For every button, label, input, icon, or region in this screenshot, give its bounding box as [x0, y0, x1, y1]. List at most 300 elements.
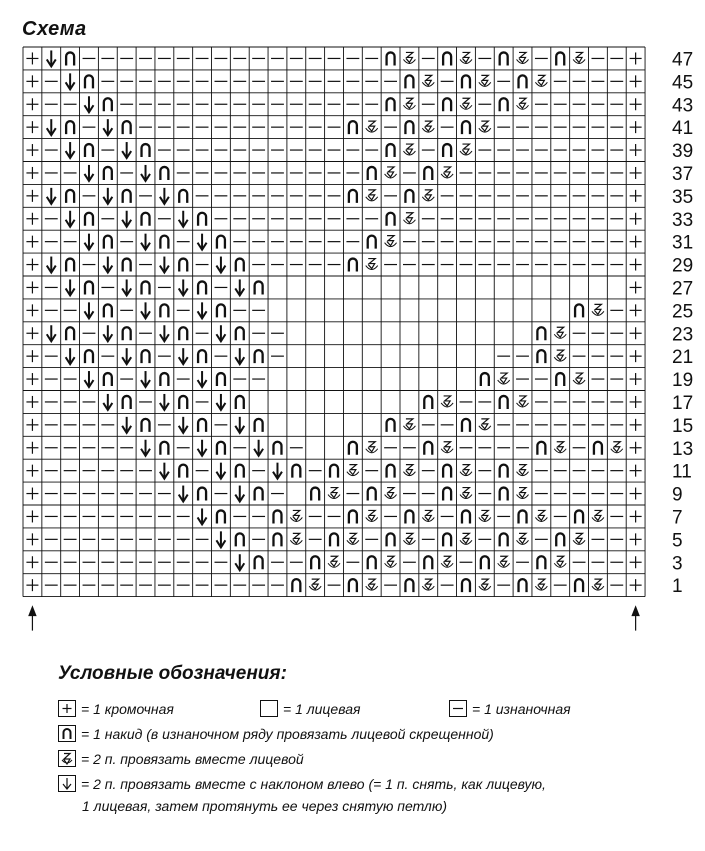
yarn-over-cell — [104, 236, 112, 249]
edge-stitch-cell — [26, 213, 38, 225]
yarn-over-cell — [462, 121, 470, 134]
yarn-over-cell — [273, 442, 281, 455]
edge-stitch-cell — [26, 167, 38, 179]
ssk-arrow-cell — [122, 279, 131, 295]
edge-stitch-cell — [630, 350, 642, 362]
yarn-over-cell — [462, 75, 470, 88]
row-number-label: 41 — [672, 118, 694, 140]
ssk-arrow-cell — [47, 188, 56, 204]
k2tog-cell — [479, 121, 491, 132]
k2tog-cell — [403, 98, 415, 109]
yarn-over-cell — [66, 327, 74, 340]
k2tog-cell — [441, 556, 453, 567]
ssk-arrow-cell — [47, 325, 56, 341]
row-number-label: 31 — [672, 232, 694, 254]
row-number-label: 25 — [672, 301, 694, 323]
yarn-over-cell — [575, 510, 583, 523]
ssk-arrow-cell — [141, 440, 150, 456]
yarn-over-cell — [142, 350, 150, 363]
yarn-over-cell — [443, 465, 451, 478]
k2tog-cell — [422, 121, 434, 132]
ssk-arrow-cell — [141, 371, 150, 387]
k2tog-cell — [517, 533, 529, 544]
yarn-over-cell — [349, 442, 357, 455]
edge-stitch-cell — [630, 465, 642, 477]
yarn-over-cell — [462, 579, 470, 592]
edge-stitch-cell — [630, 373, 642, 385]
edge-stitch-cell — [26, 373, 38, 385]
yarn-over-cell — [292, 465, 300, 478]
edge-stitch-cell — [630, 213, 642, 225]
edge-stitch-cell — [26, 465, 38, 477]
edge-stitch-cell — [26, 259, 38, 271]
k2tog-cell — [479, 510, 491, 521]
ssk-arrow-cell — [122, 348, 131, 364]
ssk-arrow-cell — [66, 211, 75, 227]
edge-stitch-cell — [26, 121, 38, 133]
row-number-label: 15 — [672, 415, 694, 437]
yarn-over-cell — [198, 213, 206, 226]
k2tog-cell — [441, 167, 453, 178]
ssk-arrow-cell — [198, 234, 207, 250]
yarn-over-cell — [500, 52, 508, 65]
yarn-over-cell — [537, 350, 545, 363]
yarn-over-cell — [236, 327, 244, 340]
knit-stitch-icon — [260, 700, 278, 717]
ssk-arrow-cell — [216, 531, 225, 547]
yarn-over-cell — [405, 121, 413, 134]
yarn-over-cell — [198, 488, 206, 501]
k2tog-cell — [385, 236, 397, 247]
yarn-over-cell — [236, 396, 244, 409]
edge-stitch-cell — [630, 304, 642, 316]
edge-stitch-cell — [630, 98, 642, 110]
yarn-over-cell — [387, 98, 395, 111]
ssk-arrow-cell — [66, 73, 75, 89]
edge-stitch-cell — [26, 396, 38, 408]
k2tog-cell — [385, 488, 397, 499]
yarn-over-cell — [500, 396, 508, 409]
k2tog-cell — [554, 556, 566, 567]
ssk-arrow-cell — [216, 257, 225, 273]
yarn-over-cell — [104, 167, 112, 180]
yarn-over-cell — [85, 75, 93, 88]
yarn-over-cell — [424, 556, 432, 569]
ssk-arrow-cell — [216, 325, 225, 341]
k2tog-cell — [517, 396, 529, 407]
row-number-label: 27 — [672, 278, 694, 300]
ssk-arrow-cell — [254, 440, 263, 456]
ssk-arrow-cell — [141, 302, 150, 318]
k2tog-cell — [573, 52, 585, 63]
yarn-over-cell — [405, 579, 413, 592]
edge-stitch-cell — [630, 556, 642, 568]
ssk-arrow-cell — [273, 463, 282, 479]
k2tog-cell — [460, 488, 472, 499]
edge-stitch-cell — [26, 442, 38, 454]
chart-title: Схема — [22, 18, 87, 40]
ssk-arrow-cell — [235, 417, 244, 433]
yarn-over-cell — [405, 190, 413, 203]
ssk-arrow-cell — [141, 165, 150, 181]
ssk-arrow-cell — [103, 325, 112, 341]
yarn-over-cell — [387, 52, 395, 65]
yarn-over-cell — [85, 213, 93, 226]
k2tog-cell — [403, 144, 415, 155]
k2tog-cell — [479, 419, 491, 430]
row-number-label: 37 — [672, 163, 694, 185]
yarn-over-cell — [160, 236, 168, 249]
ssk-arrow-cell — [84, 371, 93, 387]
ssk-arrow-cell — [160, 188, 169, 204]
yarn-over-cell — [349, 190, 357, 203]
k2tog-cell — [592, 579, 604, 590]
k2tog-cell — [517, 488, 529, 499]
yarn-over-cell — [66, 259, 74, 272]
edge-stitch-cell — [630, 579, 642, 591]
yarn-over-cell — [462, 419, 470, 432]
yarn-over-cell — [443, 488, 451, 501]
yarn-over-cell — [330, 533, 338, 546]
yarn-over-cell — [123, 396, 131, 409]
k2tog-cell — [460, 144, 472, 155]
ssk-arrow-cell — [216, 394, 225, 410]
ssk-arrow-cell — [141, 234, 150, 250]
k2tog-cell — [441, 396, 453, 407]
k2tog-cell — [535, 579, 547, 590]
row-number-label: 29 — [672, 255, 694, 277]
k2tog-cell — [498, 373, 510, 384]
k2tog-cell — [460, 52, 472, 63]
yarn-over-cell — [368, 167, 376, 180]
yarn-over-cell — [556, 52, 564, 65]
edge-stitch-cell — [26, 190, 38, 202]
ssk-arrow-cell — [198, 508, 207, 524]
yarn-over-cell — [349, 510, 357, 523]
yarn-over-cell — [556, 373, 564, 386]
edge-stitch-cell — [26, 533, 38, 545]
edge-stitch-cell — [630, 442, 642, 454]
yarn-over-cell — [179, 465, 187, 478]
k2tog-cell — [403, 419, 415, 430]
yarn-over-cell — [104, 373, 112, 386]
ssk-arrow-cell — [198, 371, 207, 387]
edge-stitch-cell — [630, 236, 642, 248]
ssk-arrow-cell — [160, 325, 169, 341]
yarn-over-cell — [556, 533, 564, 546]
k2tog-cell — [535, 510, 547, 521]
ssk-arrow-cell — [160, 394, 169, 410]
yarn-over-cell — [217, 510, 225, 523]
legend-item-knit — [260, 700, 360, 717]
yarn-over-cell — [594, 442, 602, 455]
yarn-over-cell — [123, 327, 131, 340]
yarn-over-cell — [368, 488, 376, 501]
row-number-label: 43 — [672, 95, 694, 117]
yarn-over-cell — [575, 304, 583, 317]
edge-stitch-cell — [26, 510, 38, 522]
legend-k2tog-label: = 2 п. провязать вместе лицевой — [81, 750, 304, 767]
direction-arrow-icon — [632, 607, 639, 631]
ssk-arrow-cell — [66, 279, 75, 295]
edge-stitch-cell — [26, 75, 38, 87]
edge-stitch-cell — [630, 121, 642, 133]
k2tog-cell — [366, 259, 378, 270]
edge-stitch-cell — [630, 396, 642, 408]
k2tog-cell — [366, 510, 378, 521]
yarn-over-cell — [160, 304, 168, 317]
k2tog-cell — [422, 75, 434, 86]
yarn-over-cell — [537, 442, 545, 455]
yarn-over-cell — [349, 259, 357, 272]
yarn-over-cell — [66, 190, 74, 203]
yarn-over-cell — [85, 350, 93, 363]
yarn-over-cell — [236, 259, 244, 272]
edge-stitch-cell — [26, 327, 38, 339]
yarn-over-cell — [443, 144, 451, 157]
yarn-over-cell — [236, 465, 244, 478]
edge-stitch-cell — [630, 510, 642, 522]
k2tog-cell — [385, 556, 397, 567]
edge-stitch-cell — [630, 327, 642, 339]
yarn-over-cell — [198, 419, 206, 432]
yarn-over-cell — [217, 236, 225, 249]
yarn-over-cell — [424, 442, 432, 455]
ssk-arrow-cell — [235, 279, 244, 295]
yarn-over-cell — [519, 75, 527, 88]
edge-stitch-cell — [26, 579, 38, 591]
yarn-over-cell — [85, 144, 93, 157]
chart-grid — [23, 47, 645, 597]
ssk-arrow-cell — [84, 165, 93, 181]
k2tog-cell — [403, 533, 415, 544]
edge-stitch-cell — [630, 419, 642, 431]
yarn-over-cell — [255, 281, 263, 294]
ssk-arrow-cell — [235, 348, 244, 364]
k2tog-cell — [592, 510, 604, 521]
yarn-over-cell — [217, 304, 225, 317]
ssk-arrow-cell — [47, 119, 56, 135]
yarn-over-cell — [330, 465, 338, 478]
yarn-over-cell — [179, 327, 187, 340]
row-number-label: 47 — [672, 49, 694, 71]
yarn-over-cell — [368, 236, 376, 249]
yarn-over-cell — [500, 465, 508, 478]
row-number-label: 17 — [672, 392, 694, 414]
k2tog-cell — [347, 465, 359, 476]
yarn-over-cell — [123, 121, 131, 134]
ssk-arrow-cell — [179, 417, 188, 433]
edge-stitch-cell — [26, 144, 38, 156]
ssk-arrow-cell — [103, 119, 112, 135]
yarn-over-cell — [443, 52, 451, 65]
legend-title: Условные обозначения: — [58, 663, 287, 684]
yarn-over-cell — [179, 396, 187, 409]
row-number-label: 13 — [672, 438, 694, 460]
k2tog-cell — [441, 442, 453, 453]
k2tog-cell — [422, 510, 434, 521]
ssk-arrow-cell — [84, 234, 93, 250]
legend-item-purl — [449, 700, 571, 717]
yarn-over-cell — [443, 533, 451, 546]
ssk-arrow-cell — [179, 348, 188, 364]
yarn-over-cell — [481, 556, 489, 569]
row-number-label: 39 — [672, 141, 694, 163]
row-number-label: 23 — [672, 324, 694, 346]
yarn-over-cell — [273, 510, 281, 523]
ssk-arrow-cell — [103, 188, 112, 204]
ssk-arrow-icon — [58, 775, 76, 792]
k2tog-cell — [554, 350, 566, 361]
k2tog-cell — [517, 52, 529, 63]
yarn-over-cell — [311, 488, 319, 501]
direction-arrow-icon — [29, 607, 36, 631]
yarn-over-cell — [179, 190, 187, 203]
row-number-label: 7 — [672, 507, 683, 529]
yarn-over-cell — [387, 213, 395, 226]
yarn-over-cell — [85, 281, 93, 294]
yarn-over-cell — [123, 190, 131, 203]
yarn-over-cell — [519, 579, 527, 592]
legend-item-edge — [58, 700, 174, 717]
yarn-over-cell — [387, 144, 395, 157]
ssk-arrow-cell — [179, 211, 188, 227]
k2tog-cell — [479, 579, 491, 590]
ssk-arrow-cell — [103, 257, 112, 273]
k2tog-cell — [592, 304, 604, 315]
yarn-over-cell — [424, 167, 432, 180]
k2tog-cell — [460, 98, 472, 109]
k2tog-cell — [422, 579, 434, 590]
yarn-over-cell — [462, 510, 470, 523]
k2tog-cell — [309, 579, 321, 590]
yarn-over-cell — [104, 304, 112, 317]
k2tog-cell — [535, 75, 547, 86]
legend-knit-label: = 1 лицевая — [283, 700, 361, 717]
ssk-arrow-cell — [84, 302, 93, 318]
yarn-over-cell — [255, 419, 263, 432]
row-number-label: 9 — [672, 484, 683, 506]
k2tog-cell — [517, 465, 529, 476]
yarn-over-cell — [443, 98, 451, 111]
k2tog-cell — [554, 442, 566, 453]
k2tog-cell — [479, 75, 491, 86]
ssk-arrow-cell — [235, 554, 244, 570]
yarn-over-cell — [387, 465, 395, 478]
yarn-over-cell — [255, 350, 263, 363]
yarn-over-cell — [142, 144, 150, 157]
yarn-over-cell — [311, 556, 319, 569]
yarn-over-cell — [217, 373, 225, 386]
yarn-over-cell — [66, 52, 74, 65]
row-number-label: 21 — [672, 347, 694, 369]
ssk-arrow-cell — [84, 96, 93, 112]
ssk-arrow-cell — [47, 50, 56, 66]
k2tog-cell — [498, 556, 510, 567]
edge-stitch-cell — [26, 52, 38, 64]
yarn-over-cell — [368, 556, 376, 569]
yarn-over-cell — [575, 579, 583, 592]
edge-stitch-cell — [630, 52, 642, 64]
legend-item-yarnover — [58, 725, 494, 742]
edge-stitch-cell — [26, 281, 38, 293]
edge-stitch-cell — [26, 304, 38, 316]
yarn-over-cell — [255, 556, 263, 569]
yarn-over-cell — [519, 510, 527, 523]
yarn-over-cell — [500, 488, 508, 501]
k2tog-cell — [422, 190, 434, 201]
edge-stitch-cell — [630, 75, 642, 87]
legend-yarnover-label: = 1 накид (в изнаночном ряду провязать лицевой скрещенной) — [81, 725, 494, 742]
yarn-over-cell — [424, 396, 432, 409]
k2tog-cell — [366, 190, 378, 201]
yarn-over-cell — [236, 533, 244, 546]
k2tog-cell — [290, 510, 302, 521]
k2tog-cell — [460, 465, 472, 476]
edge-stitch-icon — [58, 700, 76, 717]
yarn-over-cell — [537, 556, 545, 569]
ssk-arrow-cell — [160, 257, 169, 273]
ssk-arrow-cell — [122, 142, 131, 158]
k2tog-cell — [517, 98, 529, 109]
yarn-over-cell — [349, 579, 357, 592]
yarn-over-cell — [160, 442, 168, 455]
yarn-over-cell — [405, 75, 413, 88]
ssk-arrow-cell — [216, 463, 225, 479]
legend-edge-label: = 1 кромочная — [81, 700, 174, 717]
yarn-over-cell — [142, 213, 150, 226]
yarn-over-cell — [405, 510, 413, 523]
edge-stitch-cell — [630, 533, 642, 545]
legend-purl-label: = 1 изнаночная — [472, 700, 571, 717]
row-number-label: 5 — [672, 530, 683, 552]
k2tog-cell — [611, 442, 623, 453]
k2tog-cell — [460, 533, 472, 544]
yarn-over-icon — [58, 725, 76, 742]
edge-stitch-cell — [630, 167, 642, 179]
yarn-over-cell — [387, 419, 395, 432]
yarn-over-cell — [104, 98, 112, 111]
yarn-over-cell — [66, 121, 74, 134]
ssk-arrow-cell — [179, 486, 188, 502]
yarn-over-cell — [142, 281, 150, 294]
k2tog-cell — [403, 52, 415, 63]
k2tog-cell — [573, 533, 585, 544]
yarn-over-cell — [123, 259, 131, 272]
purl-stitch-icon — [449, 700, 467, 717]
row-number-label: 19 — [672, 370, 694, 392]
yarn-over-cell — [142, 419, 150, 432]
legend-ssk-label-2: 1 лицевая, затем протянуть ее через снятую петлю) — [82, 798, 448, 814]
k2tog-cell — [366, 121, 378, 132]
edge-stitch-cell — [26, 419, 38, 431]
yarn-over-cell — [500, 98, 508, 111]
yarn-over-cell — [387, 533, 395, 546]
ssk-arrow-cell — [47, 257, 56, 273]
row-number-label: 45 — [672, 72, 694, 94]
row-number-label: 33 — [672, 209, 694, 231]
k2tog-cell — [403, 213, 415, 224]
edge-stitch-cell — [26, 98, 38, 110]
edge-stitch-cell — [630, 144, 642, 156]
ssk-arrow-cell — [103, 394, 112, 410]
edge-stitch-cell — [630, 488, 642, 500]
ssk-arrow-cell — [66, 142, 75, 158]
ssk-arrow-cell — [122, 417, 131, 433]
row-number-label: 35 — [672, 186, 694, 208]
row-number-label: 1 — [672, 576, 683, 598]
ssk-arrow-cell — [66, 348, 75, 364]
